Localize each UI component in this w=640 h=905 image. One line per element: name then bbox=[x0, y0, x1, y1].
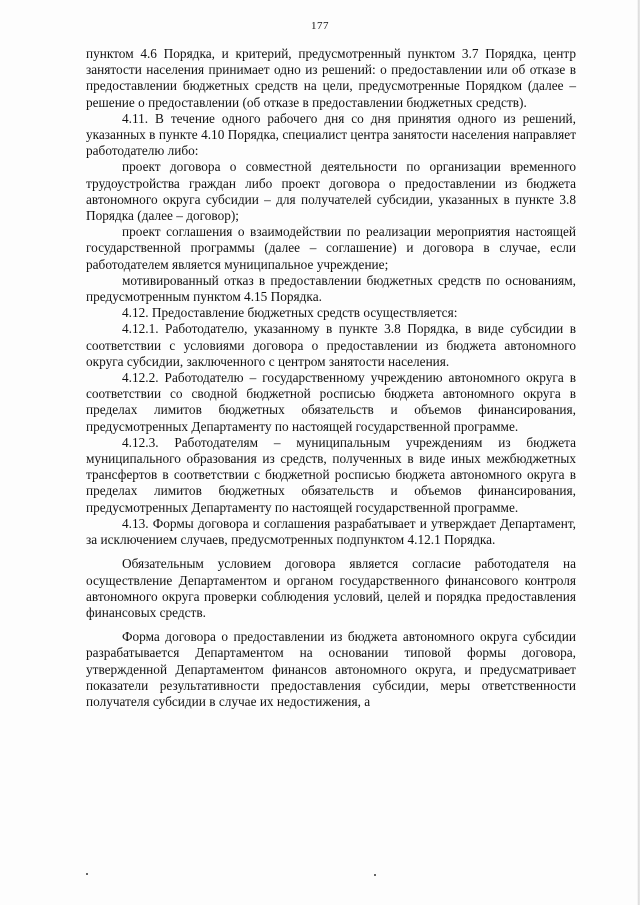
paragraph-refusal: мотивированный отказ в предоставлении бюджетных средств по основаниям, предусмотренным пунктом 4.15 Порядка. bbox=[86, 272, 576, 305]
paragraph-4-11: 4.11. В течение одного рабочего дня со дня принятия одного из решений, указанных в пункте 4.10 Порядка, специалист центра занятости населения направляет работодателю либо: bbox=[86, 110, 576, 159]
scan-speck bbox=[374, 874, 376, 876]
document-body bbox=[86, 46, 576, 710]
paragraph-contract-draft: проект договора о совместной деятельности по организации временного трудоустройства граждан либо проект договора о предоставлении из бюджета автономного округа субсидии – для получателей субсидии, указанных в пункте 3.8 Порядка (далее – договор); bbox=[86, 159, 576, 224]
scan-speck bbox=[86, 873, 88, 875]
paragraph-contract-form: Форма договора о предоставлении из бюджета автономного округа субсидии разрабатывается Департаментом на основании типовой формы договора, утвержденной Департаментом финансов автономного округа, и предусматривает показатели результативности предоставления субсидии, меры ответственности получателя субсидии в случае их недостижения, а bbox=[86, 629, 576, 709]
paragraph-4-12: 4.12. Предоставление бюджетных средств осуществляется: bbox=[122, 305, 458, 321]
paragraph-4-12-3: 4.12.3. Работодателям – муниципальным учреждениям из бюджета муниципального образования из средств, полученных в виде иных межбюджетных трансфертов в соответствии с бюджетной росписью бюджета автономного округа в пределах лимитов бюджетных обязательств и объемов финансирования, предусмотренных Департаменту по настоящей государственной программе. bbox=[86, 434, 576, 515]
paragraph-4-13: 4.13. Формы договора и соглашения разрабатывает и утверждает Департамент, за исключением случаев, предусмотренных подпунктом 4.12.1 Порядка. bbox=[86, 515, 576, 548]
page-number: 177 bbox=[311, 20, 329, 32]
paragraph-4-12-2: 4.12.2. Работодателю – государственному учреждению автономного округа в соответствии со сводной бюджетной росписью бюджета автономного округа в пределах лимитов бюджетных обязательств и объемов финансирования, предусмотренных Департаменту по настоящей государственной программе. bbox=[86, 370, 576, 434]
paragraph-4-12-1: 4.12.1. Работодателю, указанному в пункте 3.8 Порядка, в виде субсидии в соответствии с условиями договора о предоставлении из бюджета автономного округа субсидии, заключенного с центром занятости населения. bbox=[86, 321, 576, 369]
paragraph-agreement-draft: проект соглашения о взаимодействии по реализации мероприятия настоящей государственной программы (далее – соглашение) и договора в случае, если работодателем является муниципальное учреждение; bbox=[86, 224, 576, 272]
paragraph-mandatory-condition: Обязательным условием договора является согласие работодателя на осуществление Департаментом и органом государственного финансового контроля автономного округа проверки соблюдения условий, целей и порядка предоставления финансовых средств. bbox=[86, 556, 576, 620]
paragraph-continuation: пунктом 4.6 Порядка, и критерий, предусмотренный пунктом 3.7 Порядка, центр занятости населения принимает одно из решений: о предоставлении или об отказе в предоставлении бюджетных средств на цели, предусмотренные Порядком (далее – решение о предоставлении (об отказе в предоставлении бюджетных средств). bbox=[86, 46, 576, 110]
